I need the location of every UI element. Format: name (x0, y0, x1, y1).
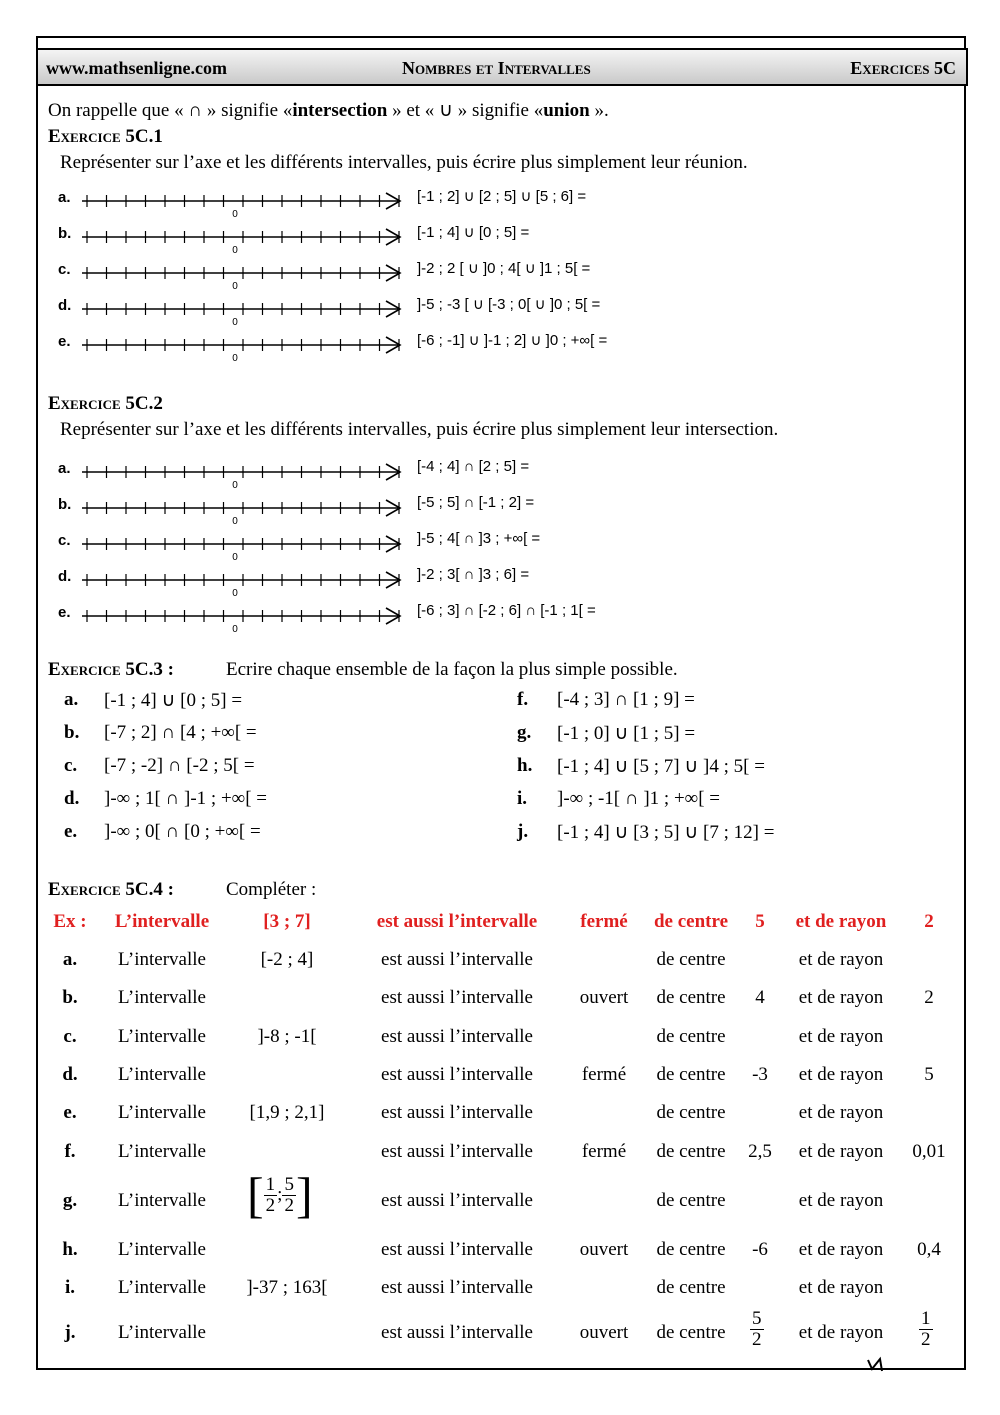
close-bracket-glyph: ] (295, 1167, 313, 1223)
center-word: de centre (656, 987, 726, 1008)
center-value: 2,5 (748, 1141, 772, 1162)
radius-word: et de rayon (798, 987, 884, 1008)
zero-label: 0 (232, 588, 238, 599)
center-word: de centre (656, 1064, 726, 1085)
interval-word: L’intervalle (118, 1141, 206, 1162)
interval-type: fermé (581, 1064, 627, 1085)
radius-word: et de rayon (798, 1190, 884, 1211)
interval-expression: [-1 ; 4] ∪ [0 ; 5] = (417, 224, 530, 241)
center-word: de centre (656, 1322, 726, 1343)
item-label: c. (64, 755, 78, 776)
center-value: 5 (755, 911, 765, 932)
set-expression: ]-∞ ; -1[ ∩ ]1 ; +∞[ = (557, 788, 721, 809)
interval-expression: ]-5 ; -3 [ ∪ [-3 ; 0[ ∪ ]0 ; 5[ = (417, 296, 601, 313)
item-label: j. (517, 821, 529, 842)
radius-word: et de rayon (798, 949, 884, 970)
set-expression: [-7 ; 2] ∩ [4 ; +∞[ = (104, 722, 257, 743)
center-word: de centre (656, 1190, 726, 1211)
site-name: www.mathsenligne.com (46, 58, 227, 78)
item-label: b. (58, 496, 72, 513)
center-word: de centre (656, 1277, 726, 1298)
also-interval-text: est aussi l’intervalle (376, 911, 538, 932)
interval-type: fermé (581, 1141, 627, 1162)
frac-den: 2 (284, 1194, 294, 1216)
ex2-title: Exercice 5C.2 (48, 393, 163, 414)
interval-type: fermé (580, 911, 628, 932)
union-symbol: ∪ (439, 100, 453, 121)
number-line (80, 264, 410, 294)
also-interval-text: est aussi l’intervalle (381, 1277, 533, 1298)
frac-num: 5 (752, 1308, 762, 1329)
row-label: i. (64, 1277, 76, 1298)
row-label: c. (63, 1026, 77, 1047)
item-label: b. (58, 225, 72, 242)
row-label: j. (64, 1322, 76, 1343)
item-label: e. (58, 333, 71, 350)
interval-expression: ]-2 ; 2 [ ∪ ]0 ; 4[ ∪ ]1 ; 5[ = (417, 260, 591, 277)
also-interval-text: est aussi l’intervalle (381, 1102, 533, 1123)
zero-label: 0 (232, 317, 238, 328)
radius-value: 2 (924, 987, 934, 1008)
union-word: union (543, 100, 590, 121)
ex1-instruction: Représenter sur l’axe et les différents intervalles, puis écrire plus simplement leur réunion. (60, 152, 748, 173)
ex2-instruction: Représenter sur l’axe et les différents intervalles, puis écrire plus simplement leur intersection. (60, 419, 779, 440)
center-word: de centre (656, 1141, 726, 1162)
interval-value: [3 ; 7] (263, 911, 311, 932)
item-label: i. (517, 788, 528, 809)
row-label: a. (62, 949, 78, 970)
center-value: -3 (752, 1064, 768, 1085)
number-line (80, 463, 410, 493)
interval-expression: [-6 ; 3] ∩ [-2 ; 6] ∩ [-1 ; 1[ = (417, 602, 596, 619)
zero-label: 0 (232, 353, 238, 364)
zero-label: 0 (232, 281, 238, 292)
zero-label: 0 (232, 516, 238, 527)
frac-den: 2 (752, 1328, 762, 1350)
interval-type: ouvert (579, 1322, 629, 1343)
also-interval-text: est aussi l’intervalle (381, 1064, 533, 1085)
also-interval-text: est aussi l’intervalle (381, 1322, 533, 1343)
number-line (80, 336, 410, 366)
interval-value: [-2 ; 4] (260, 949, 314, 970)
row-label: f. (64, 1141, 76, 1162)
interval-value: ]-37 ; 163[ (246, 1277, 328, 1298)
row-label: h. (62, 1239, 78, 1260)
center-word: de centre (656, 1102, 726, 1123)
radius-word: et de rayon (798, 1064, 884, 1085)
interval-word: L’intervalle (114, 911, 210, 932)
row-label: b. (62, 987, 78, 1008)
zero-label: 0 (232, 245, 238, 256)
intersection-symbol: ∩ (188, 100, 203, 121)
interval-type: ouvert (579, 987, 629, 1008)
center-value: -6 (752, 1239, 768, 1260)
item-label: d. (58, 297, 72, 314)
also-interval-text: est aussi l’intervalle (381, 1190, 533, 1211)
item-label: d. (64, 788, 80, 809)
item-label: g. (517, 722, 532, 743)
interval-word: L’intervalle (118, 1239, 206, 1260)
interval-value: ]-8 ; -1[ (257, 1026, 317, 1047)
item-label: c. (58, 532, 71, 549)
interval-word: L’intervalle (118, 1026, 206, 1047)
interval-word: L’intervalle (118, 987, 206, 1008)
radius-word: et de rayon (795, 911, 887, 932)
row-label: d. (62, 1064, 78, 1085)
interval-word: L’intervalle (118, 949, 206, 970)
number-line (80, 607, 410, 637)
interval-type: ouvert (579, 1239, 629, 1260)
interval-word: L’intervalle (118, 1277, 206, 1298)
radius-value: 5 (924, 1064, 934, 1085)
radius-word: et de rayon (798, 1141, 884, 1162)
intro-text: » et « (392, 100, 435, 121)
intersection-word: intersection (292, 100, 388, 121)
radius-word: et de rayon (798, 1322, 884, 1343)
intro-text: » signifie « (457, 100, 544, 121)
number-line (80, 571, 410, 601)
chapter-title: Nombres et Intervalles (402, 58, 591, 78)
item-label: a. (64, 689, 79, 710)
item-label: a. (58, 460, 71, 477)
set-expression: [-1 ; 4] ∪ [5 ; 7] ∪ ]4 ; 5[ = (557, 756, 765, 777)
interval-word: L’intervalle (118, 1064, 206, 1085)
radius-value: 0,4 (917, 1239, 941, 1260)
interval-word: L’intervalle (118, 1102, 206, 1123)
radius-value: 2 (924, 911, 934, 932)
radius-value: 0,01 (912, 1141, 946, 1162)
also-interval-text: est aussi l’intervalle (381, 987, 533, 1008)
radius-word: et de rayon (798, 1102, 884, 1123)
set-expression: [-7 ; -2] ∩ [-2 ; 5[ = (104, 755, 255, 776)
number-line (80, 228, 410, 258)
set-expression: ]-∞ ; 0[ ∩ [0 ; +∞[ = (104, 821, 261, 842)
ex4-instruction: Compléter : (226, 879, 317, 900)
intro-text: » signifie « (206, 100, 293, 121)
row-label: Ex : (53, 911, 87, 932)
page-header (36, 48, 968, 86)
row-label: g. (62, 1190, 78, 1211)
intro-text: On rappelle que « (48, 100, 184, 121)
frac-num: 1 (265, 1173, 276, 1195)
interval-value: [1,9 ; 2,1] (249, 1102, 325, 1123)
zero-label: 0 (232, 480, 238, 491)
frac-den: 2 (265, 1194, 276, 1216)
item-label: b. (64, 722, 80, 743)
zero-label: 0 (232, 624, 238, 635)
also-interval-text: est aussi l’intervalle (381, 1141, 533, 1162)
sheet-title: Exercices 5C (850, 58, 956, 78)
intro-text: ». (594, 100, 609, 121)
item-label: h. (517, 755, 533, 776)
interval-expression: ]-2 ; 3[ ∩ ]3 ; 6] = (417, 566, 530, 583)
radius-word: et de rayon (798, 1239, 884, 1260)
set-expression: [-1 ; 0] ∪ [1 ; 5] = (557, 723, 696, 744)
frac-num: 5 (284, 1173, 294, 1195)
also-interval-text: est aussi l’intervalle (381, 1239, 533, 1260)
number-line (80, 535, 410, 565)
center-word: de centre (653, 911, 729, 932)
ex1-title: Exercice 5C.1 (48, 126, 163, 147)
number-line (80, 192, 410, 222)
radius-word: et de rayon (798, 1277, 884, 1298)
interval-expression: [-5 ; 5] ∩ [-1 ; 2] = (417, 494, 535, 511)
interval-expression: [-6 ; -1] ∪ ]-1 ; 2] ∪ ]0 ; +∞[ = (417, 332, 608, 349)
radius-fraction (919, 1309, 933, 1350)
set-expression: [-1 ; 4] ∪ [3 ; 5] ∪ [7 ; 12] = (557, 822, 775, 843)
fraction-interval (247, 1166, 313, 1224)
frac-separator: ; (277, 1184, 283, 1205)
page-corner-mark (860, 1355, 890, 1375)
item-label: a. (58, 189, 71, 206)
item-label: c. (58, 261, 71, 278)
interval-expression: [-4 ; 4] ∩ [2 ; 5] = (417, 458, 530, 475)
set-expression: [-4 ; 3] ∩ [1 ; 9] = (557, 689, 695, 710)
interval-word: L’intervalle (118, 1322, 206, 1343)
intro-line (48, 99, 609, 122)
set-expression: ]-∞ ; 1[ ∩ ]-1 ; +∞[ = (104, 788, 268, 809)
frac-den: 2 (921, 1328, 931, 1350)
radius-word: et de rayon (798, 1026, 884, 1047)
interval-word: L’intervalle (118, 1190, 206, 1211)
interval-expression: ]-5 ; 4[ ∩ ]3 ; +∞[ = (417, 530, 541, 547)
zero-label: 0 (232, 552, 238, 563)
zero-label: 0 (232, 209, 238, 220)
item-label: e. (64, 821, 78, 842)
also-interval-text: est aussi l’intervalle (381, 949, 533, 970)
item-label: d. (58, 568, 72, 585)
center-word: de centre (656, 1026, 726, 1047)
center-word: de centre (656, 1239, 726, 1260)
item-label: e. (58, 604, 71, 621)
open-bracket-glyph: [ (247, 1167, 264, 1223)
ex4-title: Exercice 5C.4 : (48, 879, 174, 900)
also-interval-text: est aussi l’intervalle (381, 1026, 533, 1047)
ex3-title: Exercice 5C.3 : (48, 659, 174, 680)
ex3-instruction: Ecrire chaque ensemble de la façon la plus simple possible. (226, 659, 678, 680)
number-line (80, 300, 410, 330)
row-label: e. (63, 1102, 77, 1123)
set-expression: [-1 ; 4] ∪ [0 ; 5] = (104, 690, 243, 711)
center-word: de centre (656, 949, 726, 970)
frac-num: 1 (921, 1308, 931, 1329)
item-label: f. (517, 689, 529, 710)
interval-expression: [-1 ; 2] ∪ [2 ; 5] ∪ [5 ; 6] = (417, 188, 587, 205)
center-value: 4 (755, 987, 765, 1008)
number-line (80, 499, 410, 529)
